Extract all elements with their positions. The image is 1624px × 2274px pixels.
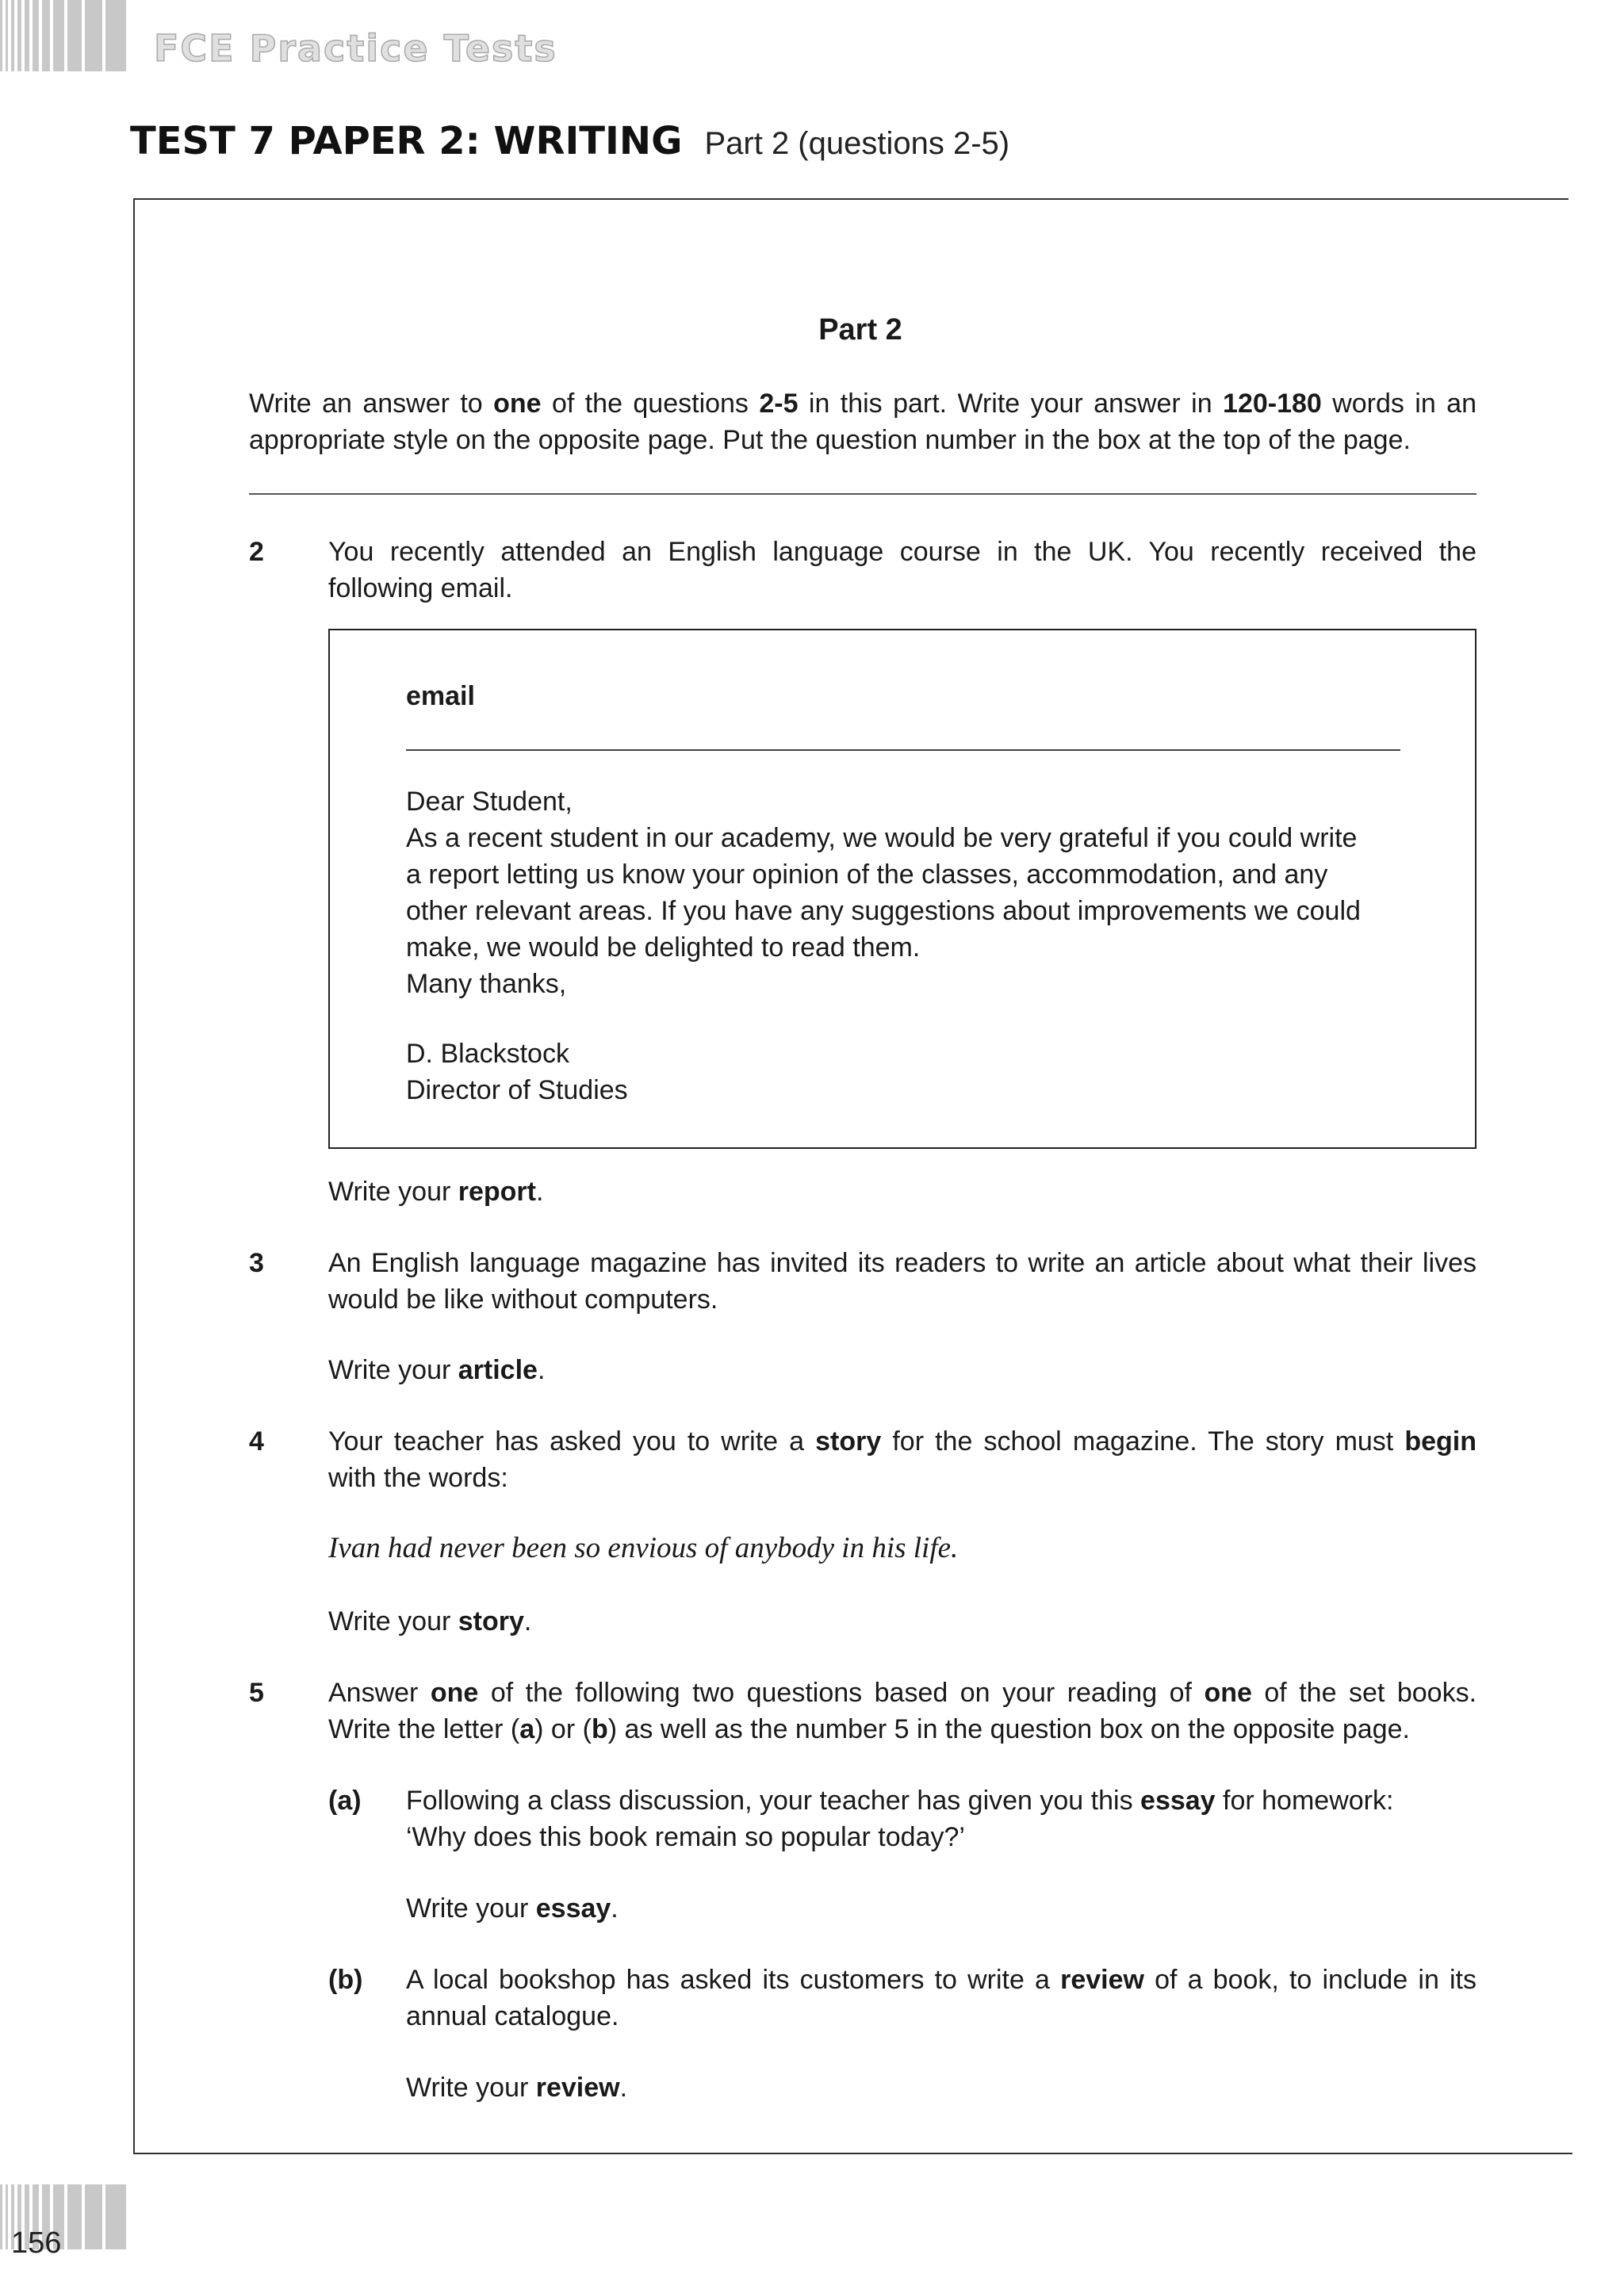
question-5a-task: Write your essay. bbox=[406, 1893, 619, 1924]
frame-left-border bbox=[133, 198, 135, 2154]
header-decoration-bars bbox=[0, 0, 129, 71]
email-body-line-1: As a recent student in our academy, we would be very grateful if you could write bbox=[406, 823, 1358, 853]
question-5b-line-2: annual catalogue. bbox=[406, 2001, 619, 2031]
question-5a-line-1: Following a class discussion, your teacher has given you this essay for homework: bbox=[406, 1786, 1394, 1816]
instructions-line-1: Write an answer to one of the questions 2-5 in this part. Write your answer in 120-180 words in an bbox=[249, 389, 1477, 419]
series-title: FCE Practice Tests bbox=[154, 27, 557, 70]
question-4-task: Write your story. bbox=[328, 1606, 532, 1637]
question-3-task: Write your article. bbox=[328, 1355, 546, 1385]
question-5b-label: (b) bbox=[328, 1965, 363, 1995]
question-3-line-2: would be like without computers. bbox=[328, 1284, 718, 1315]
question-2-task: Write your report. bbox=[328, 1177, 544, 1207]
email-signature-title: Director of Studies bbox=[406, 1075, 628, 1105]
test-subtitle: Part 2 (questions 2-5) bbox=[704, 126, 1010, 161]
test-heading bbox=[130, 119, 1009, 163]
question-4-quote: Ivan had never been so envious of anybody in his life. bbox=[328, 1532, 959, 1564]
question-3-number: 3 bbox=[249, 1248, 264, 1278]
instructions-divider bbox=[249, 493, 1477, 495]
email-signature-name: D. Blackstock bbox=[406, 1039, 569, 1069]
question-2-number: 2 bbox=[249, 537, 264, 567]
question-3-line-1: An English language magazine has invited its readers to write an article about what their lives bbox=[328, 1248, 1477, 1278]
email-closing: Many thanks, bbox=[406, 969, 567, 999]
question-5b-line-1: A local bookshop has asked its customers to write a review of a book, to include in its bbox=[406, 1965, 1477, 1995]
page-number: 156 bbox=[11, 2226, 62, 2260]
question-5a-label: (a) bbox=[328, 1786, 362, 1816]
question-5-line-1: Answer one of the following two questions based on your reading of one of the set books. bbox=[328, 1678, 1477, 1708]
question-5-number: 5 bbox=[249, 1678, 264, 1708]
question-2-line-1: You recently attended an English language course in the UK. You recently received the bbox=[328, 537, 1477, 567]
part-title: Part 2 bbox=[818, 313, 902, 346]
email-body-line-2: a report letting us know your opinion of the classes, accommodation, and any bbox=[406, 859, 1328, 890]
instructions-line-2: appropriate style on the opposite page. Put the question number in the box at the top of the page. bbox=[249, 425, 1411, 455]
frame-bottom-border bbox=[133, 2153, 1572, 2154]
email-body-line-4: make, we would be delighted to read them. bbox=[406, 932, 921, 963]
email-body-line-3: other relevant areas. If you have any suggestions about improvements we could bbox=[406, 896, 1361, 926]
question-4-line-1: Your teacher has asked you to write a story for the school magazine. The story must begin bbox=[328, 1426, 1477, 1457]
email-divider bbox=[406, 749, 1400, 751]
test-title: TEST 7 PAPER 2: WRITING bbox=[130, 119, 683, 163]
question-4-number: 4 bbox=[249, 1426, 264, 1457]
email-salutation: Dear Student, bbox=[406, 787, 573, 817]
question-2-line-2: following email. bbox=[328, 573, 513, 603]
question-5b-task: Write your review. bbox=[406, 2073, 628, 2103]
question-5a-line-2: ‘Why does this book remain so popular today?’ bbox=[406, 1822, 965, 1852]
question-5-line-2: Write the letter (a) or (b) as well as the number 5 in the question box on the opposite page. bbox=[328, 1714, 1410, 1744]
question-4-line-2: with the words: bbox=[328, 1463, 508, 1493]
frame-top-border bbox=[133, 198, 1568, 200]
email-heading: email bbox=[406, 681, 475, 711]
